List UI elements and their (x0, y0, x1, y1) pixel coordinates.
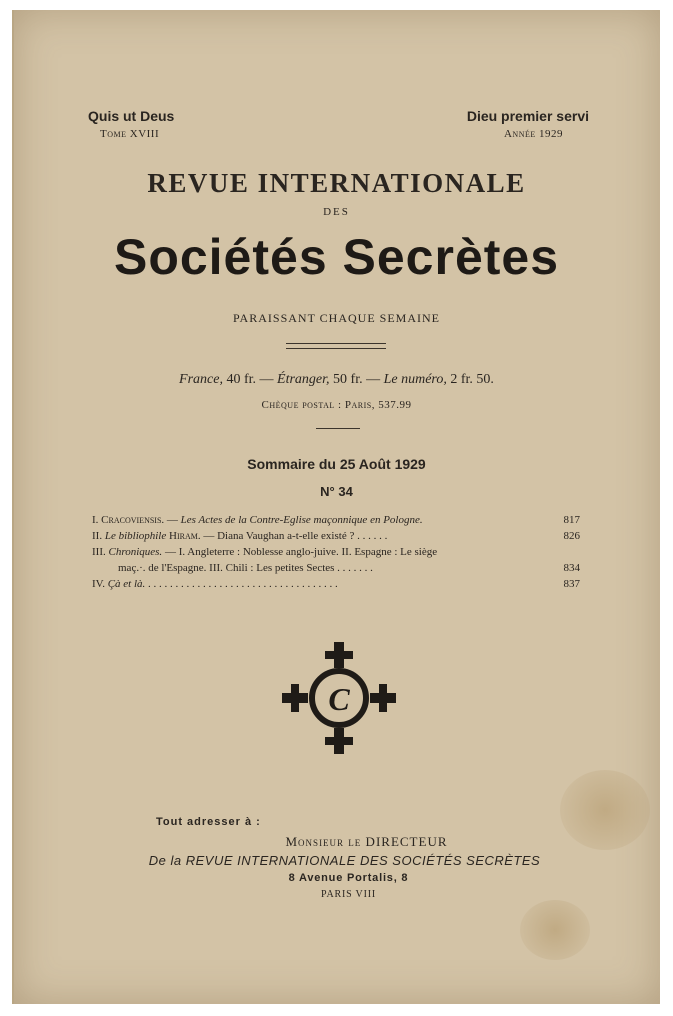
motto-right: Dieu premier servi (466, 108, 589, 124)
city: PARIS VIII (321, 889, 376, 900)
tome-number: Tome XVIII (100, 128, 160, 140)
table-of-contents (92, 512, 580, 592)
cross-emblem-icon (280, 640, 398, 756)
toc-entry-continued: maç.·. de l'Espagne. III. Chili : Les petites Sectes . . . . . . . 834 (118, 562, 580, 574)
addressee: Monsieur le DIRECTEUR (285, 834, 448, 849)
issue-number: N° 34 (320, 484, 353, 499)
svg-text:C: C (328, 681, 350, 717)
toc-page: 834 (563, 562, 580, 574)
separator: — (259, 372, 274, 387)
street-address: 8 Avenue Portalis, 8 (288, 872, 409, 884)
sommaire-title: Sommaire du 25 Août 1929 (247, 456, 426, 472)
separator: — (366, 372, 381, 387)
cheque-value: Paris, 537.99 (344, 399, 412, 411)
toc-entry: III. Chroniques. — I. Angleterre : Noblesse anglo-juive. II. Espagne : Le siège (92, 544, 580, 560)
double-rule (286, 348, 386, 349)
masthead-title: Sociétés Secrètes (113, 229, 560, 285)
toc-entry: I. Cracoviensis. — Les Actes de la Contre-Eglise maçonnique en Pologne. 817 (92, 514, 580, 526)
cheque-label: Chèque postal : (261, 399, 342, 411)
toc-page (552, 544, 580, 560)
numero-price: 2 fr. 50. (450, 372, 494, 387)
toc-page: 837 (563, 578, 580, 590)
toc-page: 817 (563, 514, 580, 526)
france-label: France, (179, 372, 223, 387)
pricing-line (0, 372, 673, 388)
toc-entry: II. Le bibliophile Hiram. — Diana Vaughan a-t-elle existé ? . . . . . . 826 (92, 530, 580, 542)
cheque-postal (0, 399, 673, 411)
etranger-price: 50 fr. (333, 372, 363, 387)
etranger-label: Étranger, (277, 372, 330, 387)
masthead-subtitle: PARAISSANT CHAQUE SEMAINE (232, 311, 441, 325)
address-intro: Tout adresser à : (156, 816, 261, 828)
france-price: 40 fr. (226, 372, 257, 387)
toc-entry: IV. Çà et là. . . . . . . . . . . . . . . . . . . . . . . . . . . . . . . . . . . . 837 (92, 578, 580, 590)
toc-page: 826 (563, 530, 580, 542)
year: Année 1929 (503, 128, 563, 140)
divider (316, 428, 360, 429)
motto-left: Quis ut Deus (88, 108, 175, 124)
paper-stain (520, 900, 590, 960)
masthead-line-1: REVUE INTERNATIONALE (147, 168, 526, 198)
masthead-line-2: DES (323, 206, 350, 218)
publication-name: De la REVUE INTERNATIONALE DES SOCIÉTÉS SECRÈTES (148, 853, 541, 868)
numero-label: Le numéro, (383, 372, 447, 387)
